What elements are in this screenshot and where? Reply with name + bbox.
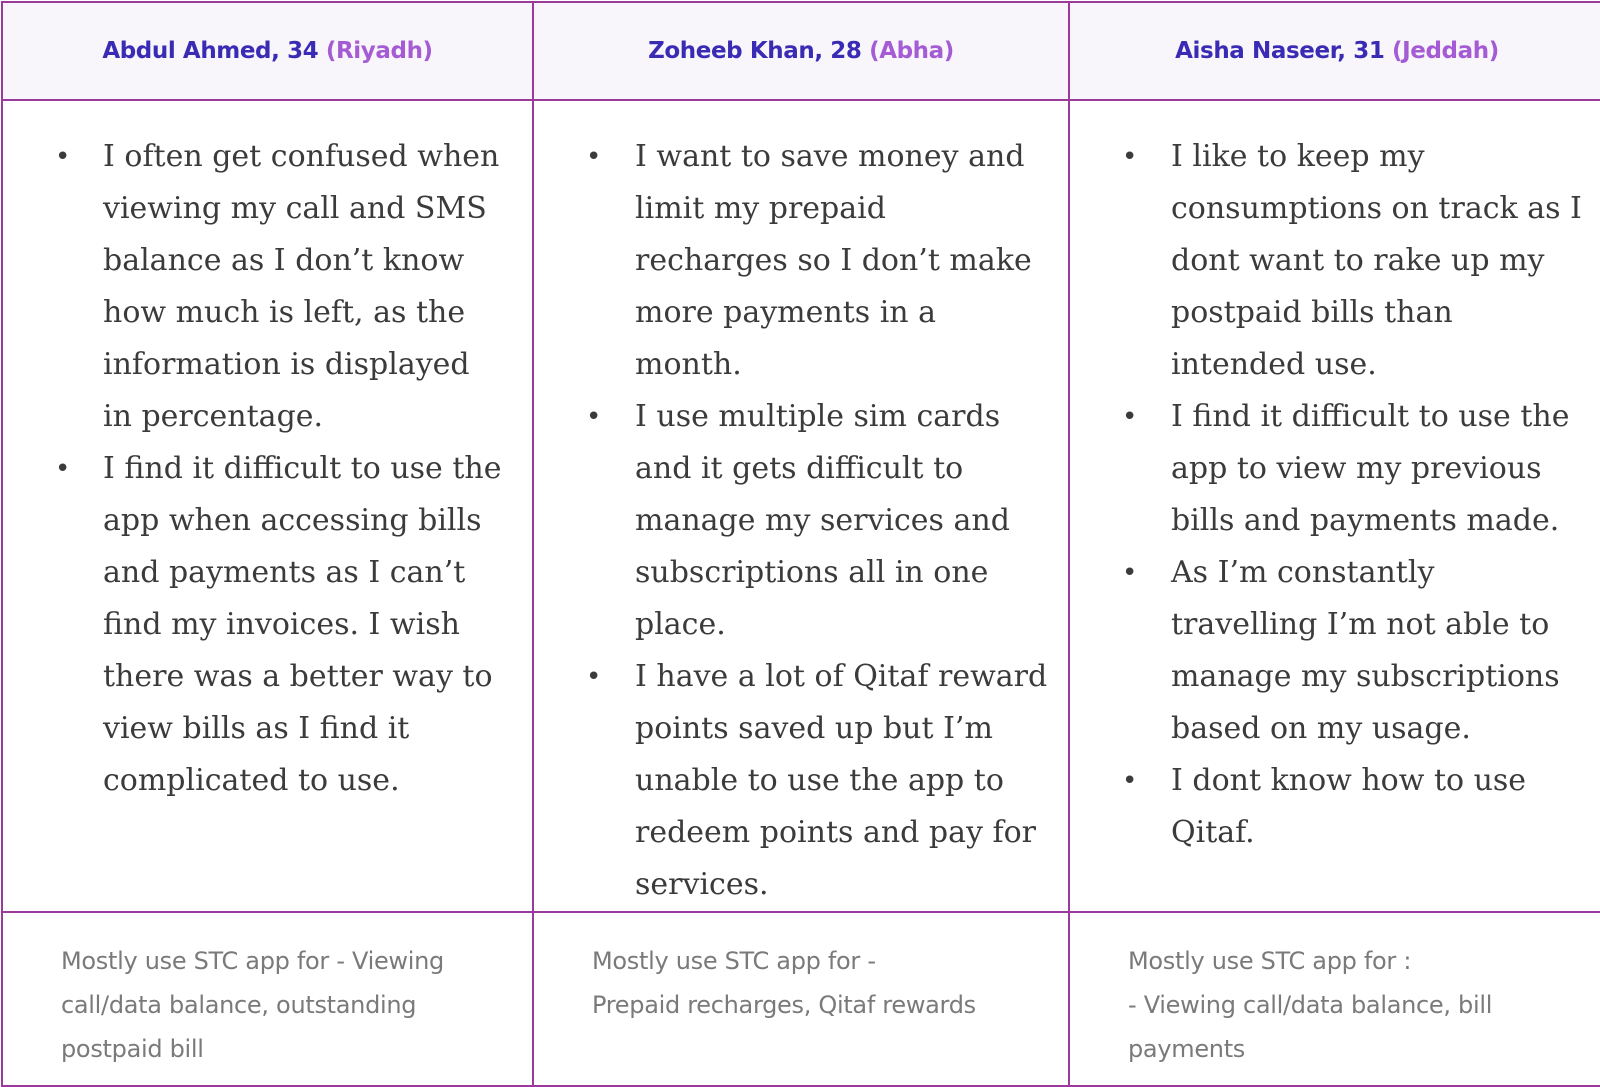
persona-name: Zoheeb Khan xyxy=(648,38,815,64)
usage-cell xyxy=(1069,912,1600,1086)
pain-point-item: • I like to keep my consumptions on track as I dont want to rake up my postpaid bills than intended use. xyxy=(1070,131,1584,391)
pain-point-item: • I dont know how to use Qitaf. xyxy=(1070,755,1584,859)
persona-header xyxy=(102,38,432,64)
persona-name: Abdul Ahmed xyxy=(102,38,272,64)
pain-point-item: • I have a lot of Qitaf reward points saved up but I’m unable to use the app to redeem points and pay for services. xyxy=(534,651,1048,911)
persona-age: , 31 xyxy=(1337,38,1385,64)
pain-points-cell xyxy=(533,100,1069,912)
usage-row xyxy=(2,912,1600,1086)
persona-name: Aisha Naseer xyxy=(1175,38,1338,64)
pain-points-cell xyxy=(1069,100,1600,912)
pain-point-item: • I want to save money and limit my prepaid recharges so I don’t make more payments in a month. xyxy=(534,131,1048,391)
usage-cell xyxy=(533,912,1069,1086)
pain-points-row xyxy=(2,100,1600,912)
pain-point-item: • I often get confused when viewing my call and SMS balance as I don’t know how much is left, as the information is displayed in percentage. xyxy=(3,131,504,443)
persona-city: (Jeddah) xyxy=(1384,38,1499,64)
persona-city: (Riyadh) xyxy=(318,38,433,64)
persona-header-cell xyxy=(533,2,1069,100)
pain-points-list xyxy=(3,101,532,807)
persona-comparison-table xyxy=(1,1,1600,1087)
pain-point-item: • I find it difficult to use the app when accessing bills and payments as I can’t find my invoices. I wish there was a better way to view bills as I find it complicated to use. xyxy=(3,443,504,807)
header-row xyxy=(2,2,1600,100)
pain-points-cell xyxy=(2,100,533,912)
persona-header-cell xyxy=(1069,2,1600,100)
pain-point-item: • As I’m constantly travelling I’m not able to manage my subscriptions based on my usage. xyxy=(1070,547,1584,755)
pain-points-list xyxy=(534,101,1068,911)
persona-header-cell xyxy=(2,2,533,100)
pain-point-item: • I find it difficult to use the app to view my previous bills and payments made. xyxy=(1070,391,1584,547)
usage-text: Mostly use STC app for - Viewing call/data balance, outstanding postpaid bill xyxy=(61,947,444,1063)
usage-text: Mostly use STC app for - Prepaid recharges, Qitaf rewards xyxy=(592,947,976,1019)
persona-city: (Abha) xyxy=(861,38,954,64)
usage-text: Mostly use STC app for : - Viewing call/data balance, bill payments xyxy=(1128,947,1493,1063)
persona-age: , 34 xyxy=(271,38,319,64)
persona-age: , 28 xyxy=(814,38,862,64)
pain-point-item: • I use multiple sim cards and it gets difficult to manage my services and subscriptions all in one place. xyxy=(534,391,1048,651)
usage-cell xyxy=(2,912,533,1086)
persona-header xyxy=(1175,38,1499,64)
pain-points-list xyxy=(1070,101,1600,859)
persona-header xyxy=(648,38,954,64)
